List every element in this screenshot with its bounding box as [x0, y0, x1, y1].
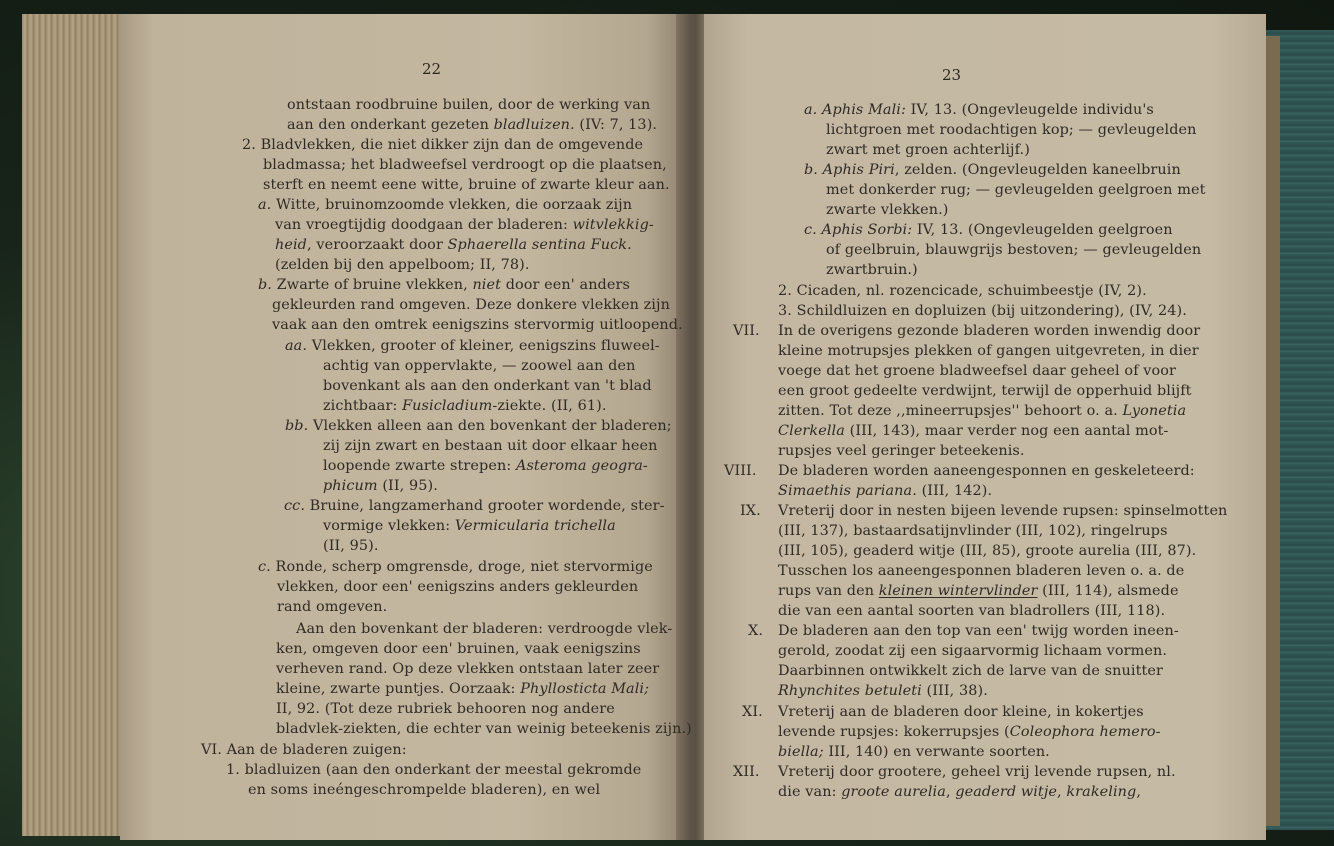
- text-line: 2. Cicaden, nl. rozencicade, schuimbeestje (IV, 2).: [778, 283, 1147, 299]
- text-line: Vreterij door in nesten bijeen levende rupsen: spinselmotten: [778, 503, 1228, 519]
- text-line: gerold, zoodat zij een sigaarvormig lichaam vormen.: [778, 643, 1168, 659]
- page-edges: [22, 14, 122, 836]
- text-line: a. Witte, bruinomzoomde vlekken, die oorzaak zijn: [258, 197, 633, 213]
- text-line: vormige vlekken: Vermicularia trichella: [323, 518, 616, 534]
- text-line: aan den onderkant gezeten bladluizen. (IV: 7, 13).: [287, 117, 658, 133]
- text-line: bladvlek-ziekten, die echter van weinig beteekenis zijn.): [276, 721, 692, 737]
- text-line: verheven rand. Op deze vlekken ontstaan later zeer: [276, 661, 660, 677]
- text-line: rupsjes veel geringer beteekenis.: [778, 443, 1025, 459]
- section-numeral: X.: [748, 623, 764, 639]
- text-line: van vroegtijdig doodgaan der bladeren: witvlekkig-: [275, 217, 654, 233]
- text-line: achtig van oppervlakte, — zoowel aan den: [323, 358, 636, 374]
- text-line: vaak aan den omtrek eenigszins stervormig uitloopend.: [272, 317, 683, 333]
- text-line: De bladeren worden aaneengesponnen en geskeleteerd:: [778, 463, 1195, 479]
- text-line: die van: groote aurelia, geaderd witje, krakeling,: [778, 784, 1142, 800]
- text-line: vlekken, door een' eenigszins anders gekleurden: [277, 579, 639, 595]
- text-line: loopende zwarte strepen: Asteroma geogra-: [323, 458, 648, 474]
- text-line: zitten. Tot deze ,,mineerrupsjes'' behoort o. a. Lyonetia: [778, 403, 1187, 419]
- text-line: sterft en neemt eene witte, bruine of zwarte kleur aan.: [263, 177, 670, 193]
- text-line: cc. Bruine, langzamerhand grooter wordende, ster-: [284, 498, 665, 514]
- text-line: Simaethis pariana. (III, 142).: [778, 483, 993, 499]
- text-line: bovenkant als aan den onderkant van 't blad: [323, 378, 652, 394]
- text-line: ken, omgeven door een' bruinen, vaak eenigszins: [276, 641, 641, 657]
- text-line: Vreterij aan de bladeren door kleine, in kokertjes: [778, 704, 1144, 720]
- text-line: en soms ineéngeschrompelde bladeren), en wel: [248, 782, 601, 798]
- text-line: VI. Aan de bladeren zuigen:: [201, 742, 407, 758]
- text-line: (zelden bij den appelboom; II, 78).: [275, 257, 530, 273]
- text-line: (II, 95).: [323, 538, 379, 554]
- text-line: Rhynchites betuleti (III, 38).: [778, 683, 988, 699]
- book-cover-board: [1266, 36, 1280, 826]
- text-line: zwarte vlekken.): [826, 202, 949, 218]
- text-line: gekleurden rand omgeven. Deze donkere vlekken zijn: [272, 297, 670, 313]
- section-numeral: IX.: [740, 503, 761, 519]
- section-numeral: VII.: [733, 323, 760, 339]
- text-line: bladmassa; het bladweefsel verdroogt op die plaatsen,: [263, 157, 667, 173]
- text-line: II, 92. (Tot deze rubriek behooren nog andere: [276, 701, 615, 717]
- text-line: c. Ronde, scherp omgrensde, droge, niet stervormige: [258, 559, 653, 575]
- text-line: of geelbruin, blauwgrijs bestoven; — gevleugelden: [826, 242, 1202, 258]
- text-line: 3. Schildluizen en dopluizen (bij uitzondering), (IV, 24).: [778, 303, 1187, 319]
- left-page-number: 22: [422, 60, 442, 78]
- text-line: b. Zwarte of bruine vlekken, niet door een' anders: [258, 277, 630, 293]
- text-line: 2. Bladvlekken, die niet dikker zijn dan de omgevende: [242, 137, 644, 153]
- text-line: lichtgroen met roodachtigen kop; — gevleugelden: [826, 122, 1197, 138]
- text-line: Aan den bovenkant der bladeren: verdroogde vlek-: [296, 621, 673, 637]
- section-numeral: XII.: [733, 764, 760, 780]
- text-line: 1. bladluizen (aan den onderkant der meestal gekromde: [226, 762, 642, 778]
- text-line: rups van den kleinen wintervlinder (III, 114), alsmede: [778, 583, 1179, 599]
- text-line: b. Aphis Piri, zelden. (Ongevleugelden kaneelbruin: [804, 162, 1181, 178]
- text-line: c. Aphis Sorbi: IV, 13. (Ongevleugelden geelgroen: [804, 222, 1173, 238]
- text-line: met donkerder rug; — gevleugelden geelgroen met: [826, 182, 1206, 198]
- section-numeral: VIII.: [724, 463, 757, 479]
- text-line: ontstaan roodbruine builen, door de werking van: [287, 97, 651, 113]
- text-line: kleine motrupsjes plekken of gangen uitgevreten, in dier: [778, 343, 1199, 359]
- text-line: zichtbaar: Fusicladium-ziekte. (II, 61).: [323, 398, 607, 414]
- text-line: een groot gedeelte verdwijnt, terwijl de opperhuid blijft: [778, 383, 1192, 399]
- text-line: In de overigens gezonde bladeren worden inwendig door: [778, 323, 1201, 339]
- text-line: zwart met groen achterlijf.): [826, 142, 1030, 158]
- text-line: levende rupsjes: kokerrupsjes (Coleophora hemero-: [778, 724, 1161, 740]
- section-numeral: XI.: [742, 704, 763, 720]
- text-line: aa. Vlekken, grooter of kleiner, eenigszins fluweel-: [285, 338, 660, 354]
- text-line: zij zijn zwart en bestaan uit door elkaar heen: [323, 438, 658, 454]
- text-line: Vreterij door grootere, geheel vrij levende rupsen, nl.: [778, 764, 1176, 780]
- text-line: phicum (II, 95).: [323, 478, 438, 494]
- text-line: die van een aantal soorten van bladrollers (III, 118).: [778, 603, 1166, 619]
- text-line: voege dat het groene bladweefsel daar geheel of voor: [778, 363, 1177, 379]
- text-line: (III, 137), bastaardsatijnvlinder (III, 102), ringelrups: [778, 523, 1168, 539]
- text-line: heid, veroorzaakt door Sphaerella sentina Fuck.: [275, 237, 632, 253]
- text-line: biella; III, 140) en verwante soorten.: [778, 744, 1050, 760]
- text-line: (III, 105), geaderd witje (III, 85), groote aurelia (III, 87).: [778, 543, 1197, 559]
- text-line: Clerkella (III, 143), maar verder nog een aantal mot-: [778, 423, 1169, 439]
- text-line: Daarbinnen ontwikkelt zich de larve van de snuitter: [778, 663, 1163, 679]
- right-page-number: 23: [942, 66, 962, 84]
- text-line: a. Aphis Mali: IV, 13. (Ongevleugelde individu's: [804, 102, 1154, 118]
- text-line: bb. Vlekken alleen aan den bovenkant der bladeren;: [285, 418, 672, 434]
- text-line: kleine, zwarte puntjes. Oorzaak: Phyllosticta Mali;: [276, 681, 650, 697]
- text-line: rand omgeven.: [277, 599, 388, 615]
- text-line: De bladeren aan den top van een' twijg worden ineen-: [778, 623, 1179, 639]
- text-line: Tusschen los aaneengesponnen bladeren leven o. a. de: [778, 563, 1185, 579]
- text-line: zwartbruin.): [826, 262, 918, 278]
